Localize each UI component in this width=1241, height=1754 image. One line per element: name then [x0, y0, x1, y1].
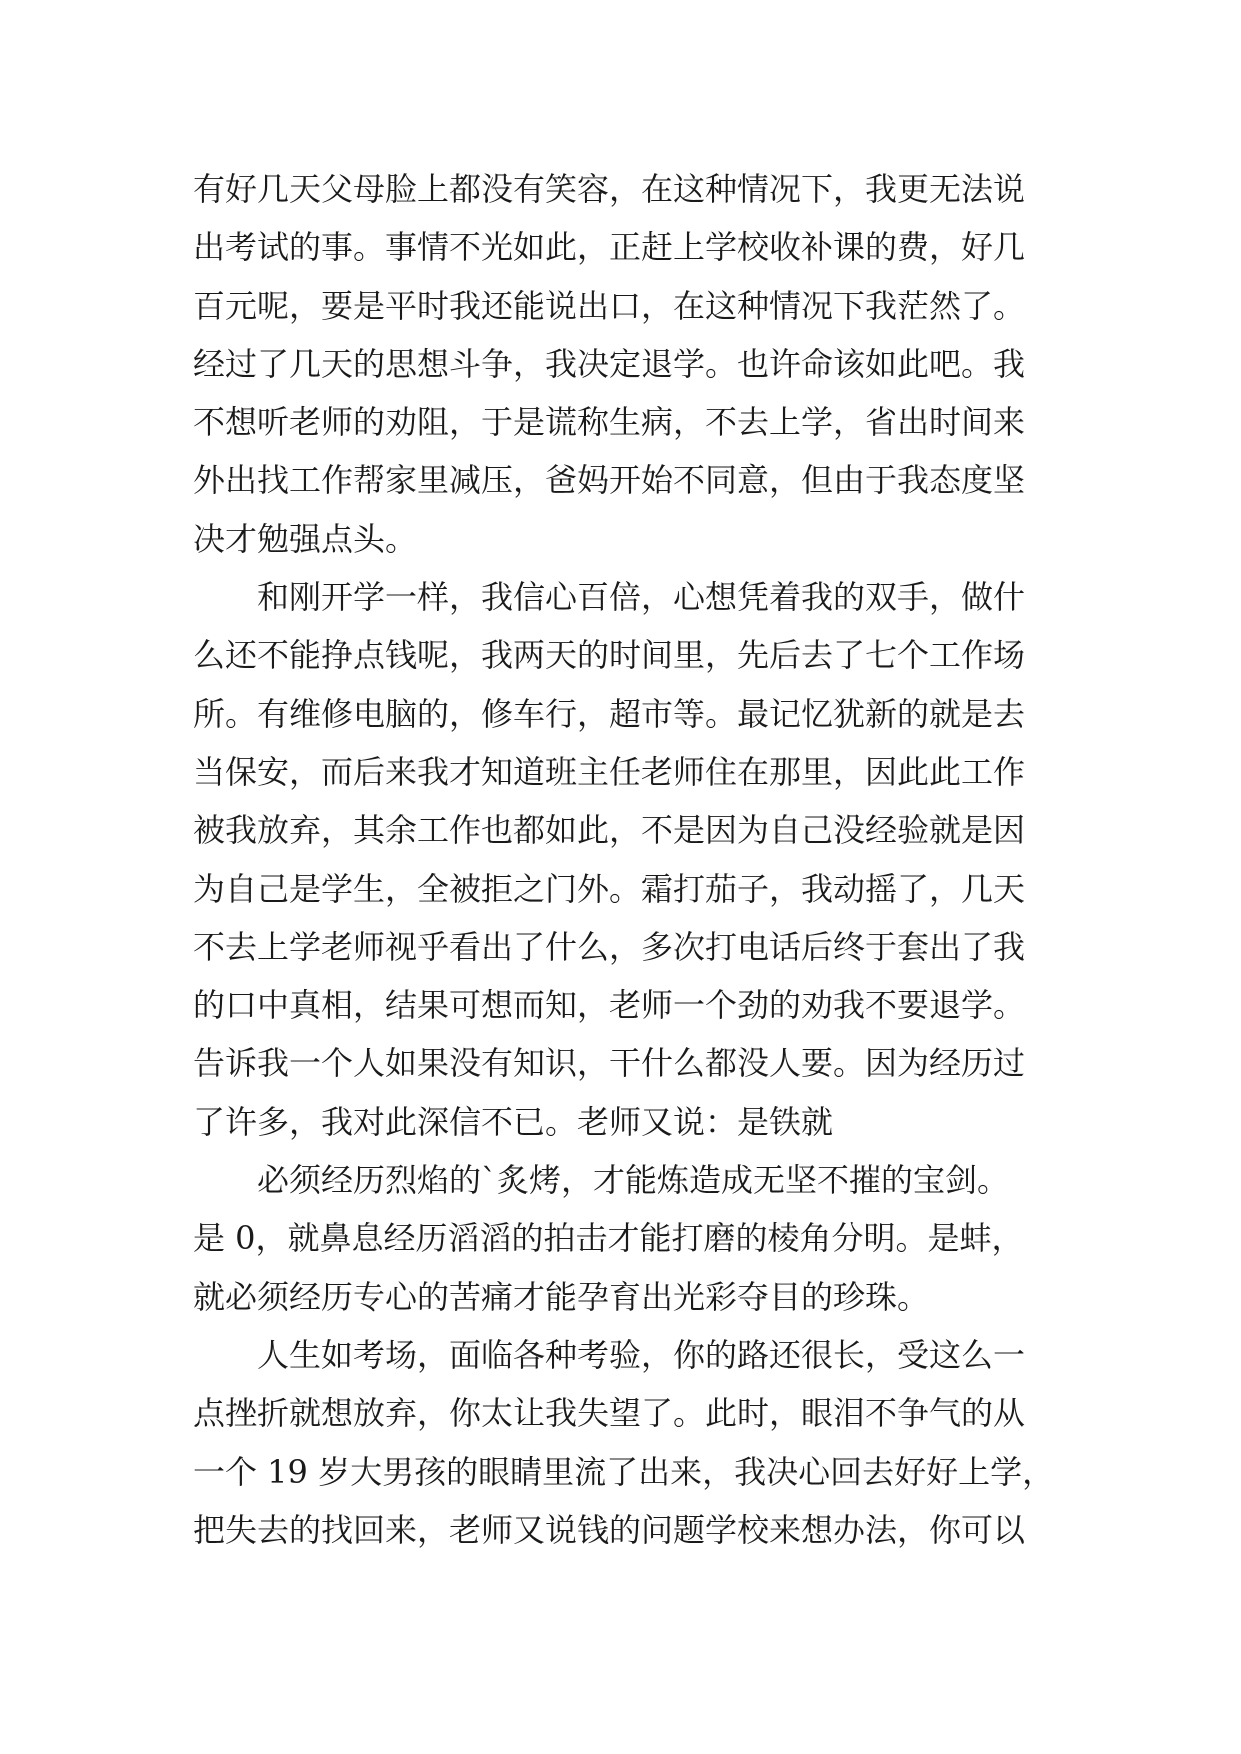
- text-line: 经过了几天的思想斗争，我决定退学。也许命该如此吧。我: [193, 344, 1026, 383]
- text-line: 点挫折就想放弃，你太让我失望了。此时，眼泪不争气的从: [193, 1394, 1026, 1433]
- text-line: 决才勉强点头。: [193, 519, 418, 558]
- text-line: 所。有维修电脑的，修车行，超市等。最记忆犹新的就是去: [193, 694, 1026, 733]
- text-line: 把失去的找回来，老师又说钱的问题学校来想办法，你可以: [193, 1510, 1026, 1549]
- text-line: 为自己是学生，全被拒之门外。霜打茄子，我动摇了，几天: [193, 869, 1026, 908]
- text-line: 一个 19 岁大男孩的眼睛里流了出来，我决心回去好好上学，: [193, 1452, 1055, 1491]
- text-line: 外出找工作帮家里减压，爸妈开始不同意，但由于我态度坚: [193, 461, 1026, 500]
- text-line: 是 0，就鼻息经历滔滔的拍击才能打磨的棱角分明。是蚌，: [193, 1219, 1024, 1258]
- text-line: 当保安，而后来我才知道班主任老师住在那里，因此此工作: [193, 752, 1026, 791]
- text-line: 不想听老师的劝阻，于是谎称生病，不去上学，省出时间来: [193, 403, 1026, 442]
- text-line: 告诉我一个人如果没有知识，干什么都没人要。因为经历过: [193, 1044, 1026, 1083]
- text-line: 的口中真相，结果可想而知，老师一个劲的劝我不要退学。: [193, 986, 1026, 1025]
- paragraph-first-line: 人生如考场，面临各种考验，你的路还很长，受这么一: [257, 1335, 1026, 1374]
- text-line: 不去上学老师视乎看出了什么，多次打电话后终于套出了我: [193, 927, 1026, 966]
- paragraph-first-line: 必须经历烈焰的`炙烤，才能炼造成无坚不摧的宝剑。: [257, 1161, 1010, 1200]
- text-line: 了许多，我对此深信不已。老师又说：是铁就: [193, 1102, 834, 1141]
- paragraph-first-line: 和刚开学一样，我信心百倍，心想凭着我的双手，做什: [257, 578, 1026, 617]
- document-body: [193, 160, 1073, 1559]
- text-line: 出考试的事。事情不光如此，正赶上学校收补课的费，好几: [193, 228, 1026, 267]
- text-line: 就必须经历专心的苦痛才能孕育出光彩夺目的珍珠。: [193, 1277, 930, 1316]
- text-line: 被我放弃，其余工作也都如此，不是因为自己没经验就是因: [193, 811, 1026, 850]
- text-line: 百元呢，要是平时我还能说出口，在这种情况下我茫然了。: [193, 286, 1026, 325]
- text-line: 么还不能挣点钱呢，我两天的时间里，先后去了七个工作场: [193, 636, 1026, 675]
- text-line: 有好几天父母脸上都没有笑容，在这种情况下，我更无法说: [193, 170, 1026, 208]
